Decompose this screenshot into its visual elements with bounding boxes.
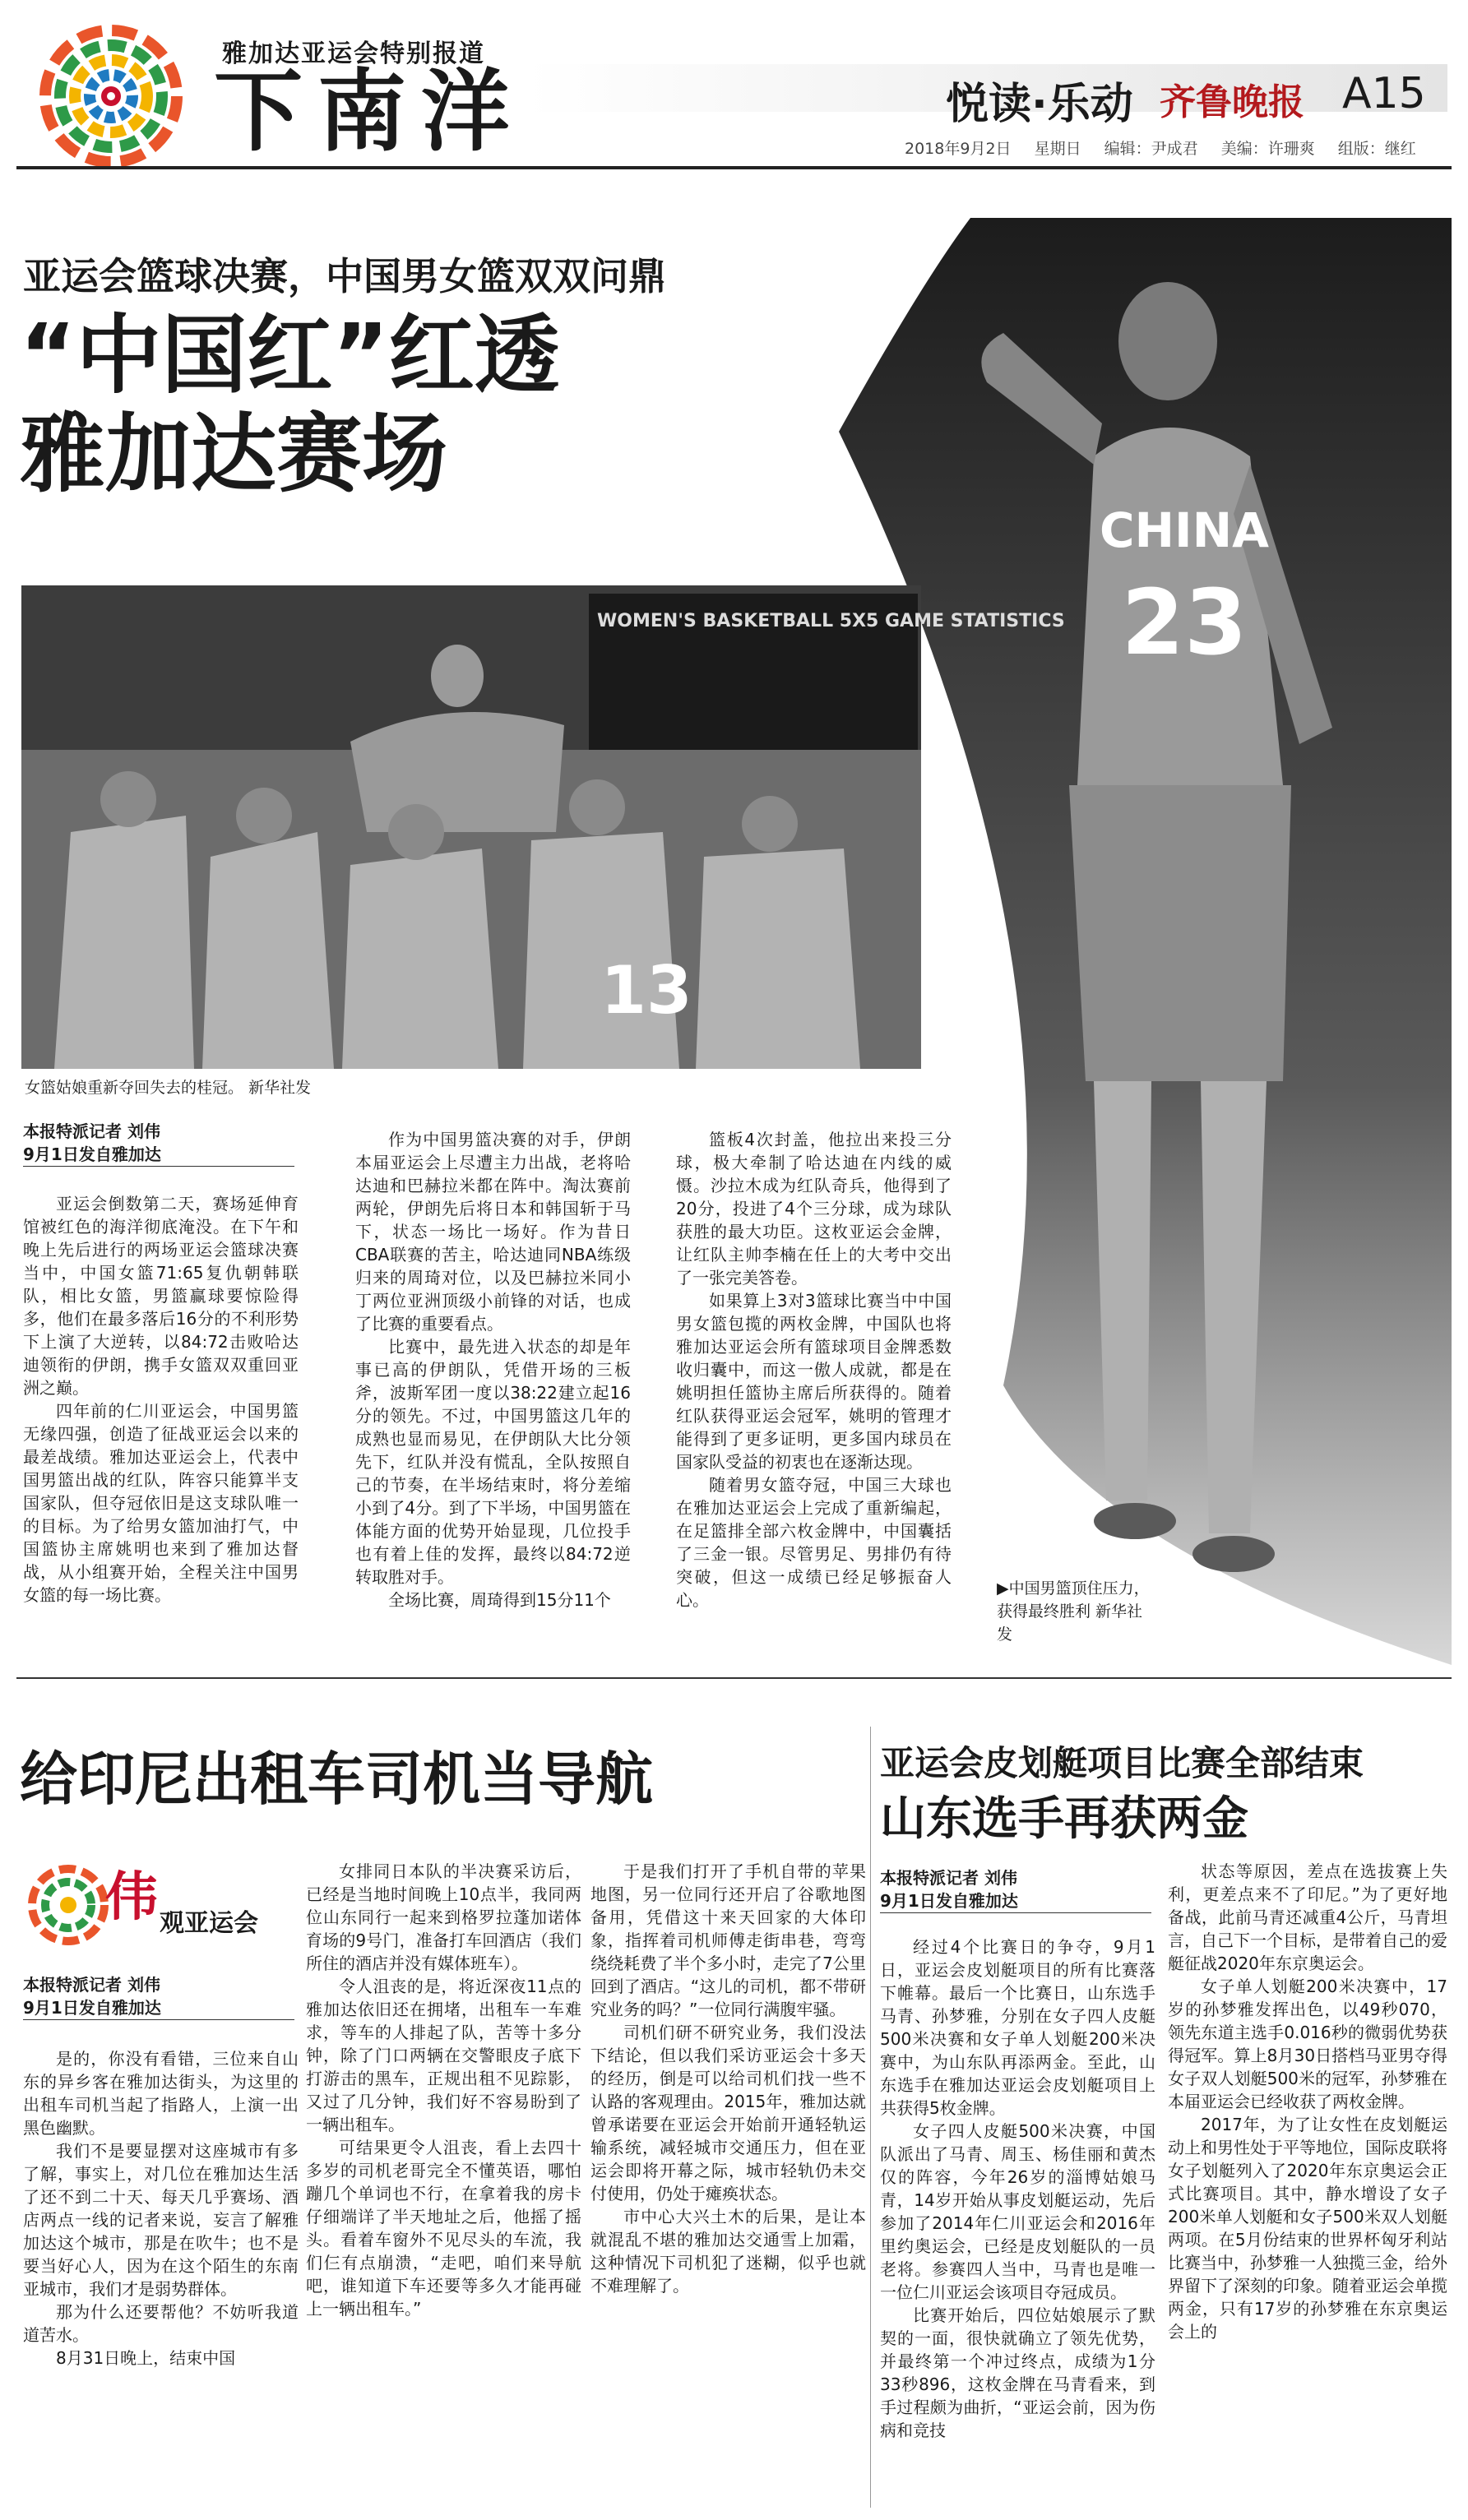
column-title: 下南洋 [214,60,526,164]
jersey-text: CHINA [1099,502,1270,558]
paragraph: 全场比赛，周琦得到15分11个 [388,1590,611,1610]
paragraph: 我们不是要显摆对这座城市有多了解，事实上，对几位在雅加达生活了还不到二十天、每天几乎赛场、酒店两点一线的记者来说，妄言了解雅加达这个城市，那是在吹牛；也不是要当好心人，因为在这个陌生的东南亚城市，我们才是弱势群体。 [23,2141,299,2299]
byline-reporter: 本报特派记者 刘伟 [880,1868,1017,1888]
second-column-2 [306,1860,581,2509]
jersey-number: 23 [1121,570,1248,675]
third-headline: 山东选手再获两金 [880,1792,1248,1846]
lead-headline-line1: “中国红”红透 [20,305,560,405]
meta-line [905,136,1434,159]
lead-headline-line2: 雅加达赛场 [20,404,448,504]
team-photo-womens-basketball [21,585,1065,1069]
lead-headline [20,306,760,503]
second-headline: 给印尼出租车司机当导航 [20,1746,653,1813]
third-column-2 [1168,1860,1447,2509]
second-byline [23,1973,294,2020]
column-divider [870,1727,871,2508]
paragraph: 司机们研不研究业务，我们没法下结论，但以我们采访亚运会十多天的经历，倒是可以给司机们找一些不认路的客观理由。2015年，雅加达就曾承诺要在亚运会开始前开通轻轨运输系统，减轻城市交通压力，但在亚运会即将开幕之际，城市轻轨仍未交付使用，仍处于瘫痪状态。 [590,2023,866,2203]
editor: 编辑：尹成君 [1104,140,1198,158]
paragraph: 女排同日本队的半决赛采访后，已经是当地时间晚上10点半，我同两位山东同行一起来到格罗拉蓬加诺体育场的9号门，准备打车回酒店（我们所住的酒店并没有媒体班车）。 [306,1861,581,1973]
paper-name: 齐鲁晚报 [1160,81,1304,123]
paragraph: 比赛开始后，四位姑娘展示了默契的一面，很快就确立了领先优势，并最终第一个冲过终点，成绩为1分33秒896，这枚金牌在马青看来，到手过程颇为曲折，“亚运会前，因为伤病和竞技 [880,2305,1155,2440]
issue-date: 2018年9月2日 [905,140,1012,158]
paragraph: 篮板4次封盖，他拉出来投三分球，极大牵制了哈达迪在内线的威慑。沙拉木成为红队奇兵，他得到了20分，投进了4个三分球，成为球队获胜的最大功臣。这枚亚运会金牌，让红队主帅李楠在任上的大考中交出了一张完美答卷。 [676,1130,952,1288]
paragraph: 随着男女篮夺冠，中国三大球也在雅加达亚运会上完成了重新编起，在足篮排全部六枚金牌中，中国囊括了三金一银。尽管男足、男排仍有待突破，但这一成绩已经足够振奋人心。 [676,1475,952,1610]
paragraph: 亚运会倒数第二天，赛场延伸育馆被红色的海洋彻底淹没。在下午和晚上先后进行的两场亚运会篮球决赛当中，中国女篮71:65复仇朝韩联队，相比女篮，男篮赢球要惊险得多，他们在最多落后16分的不利形势下上演了大逆转，以84:72击败哈达迪领衔的伊朗，携手女篮双双重回亚洲之巅。 [23,1194,299,1398]
paragraph: 女子单人划艇200米决赛中，17岁的孙梦雅发挥出色，以49秒070，领先东道主选手0.016秒的微弱优势获得冠军。算上8月30日搭档马亚男夺得女子双人划艇500米的冠军，孙梦雅在本届亚运会已经收获了两枚金牌。 [1168,1977,1447,2111]
section-name: 悦读·乐动 [946,80,1133,129]
byline-reporter: 本报特派记者 刘伟 [23,1975,160,1995]
lead-column-3 [676,1128,952,1662]
paragraph: 经过4个比赛日的争夺，9月1日，亚运会皮划艇项目的所有比赛落下帷幕。最后一个比赛日，山东选手马青、孙梦雅，分别在女子四人皮艇500米决赛和女子单人划艇200米决赛中，为山东队再添两金。至此，山东选手在雅加达亚运会皮划艇项目上共获得5枚金牌。 [880,1937,1155,2118]
masthead [0,0,1468,181]
lead-kicker: 亚运会篮球决赛，中国男女篮双双问鼎 [23,254,666,298]
layout-editor: 组版：继红 [1337,140,1416,158]
paragraph: 市中心大兴土木的后果，是让本就混乱不堪的雅加达交通雪上加霜，这种情况下司机犯了迷糊，似乎也就不难理解了。 [590,2207,866,2296]
lead-column-1 [23,1192,299,1661]
hero-photo-caption: ▶中国男篮顶住压力，获得最终胜利 新华社发 [997,1579,1150,1644]
byline-dateline: 9月1日发自雅加达 [880,1891,1018,1911]
paragraph: 比赛中，最先进入状态的却是年事已高的伊朗队，凭借开场的三板斧，波斯军团一度以38:22建立起16分的领先。不过，中国男篮这几年的成熟也显而易见，在伊朗队大比分领先下，红队并没有慌乱，全队按照自己的节奏，在半场结束时，将分差缩小到了4分。到了下半场，中国男篮在体能方面的优势开始显现，几位投手也有着上佳的发挥，最终以84:72逆转取胜对手。 [355,1337,631,1587]
masthead-rule [16,166,1452,169]
section-divider [16,1677,1452,1679]
byline-reporter: 本报特派记者 刘伟 [23,1121,160,1141]
paragraph: 令人沮丧的是，将近深夜11点的雅加达依旧还在拥堵，出租车一车难求，等车的人排起了队，苦等十多分钟，除了门口两辆在交警眼皮子底下打游击的黑车，正规出租不见踪影，又过了几分钟，我们好不容易盼到了一辆出租车。 [306,1977,581,2134]
scoreboard-text: WOMEN'S BASKETBALL 5X5 GAME STATISTICS [597,611,1065,631]
third-kicker: 亚运会皮划艇项目比赛全部结束 [880,1743,1364,1783]
paragraph: 四年前的仁川亚运会，中国男篮无缘四强，创造了征战亚运会以来的最差战绩。雅加达亚运会上，代表中国男篮出战的红队，阵容只能算半支国家队，但夺冠依旧是这支球队唯一的目标。为了给男女篮加油打气，中国篮协主席姚明也来到了雅加达督战，从小组赛开始，全程关注中国男女篮的每一场比赛。 [23,1401,299,1605]
third-column-1 [880,1935,1155,2511]
paragraph: 2017年，为了让女性在皮划艇运动上和男性处于平等地位，国际皮联将女子划艇列入了2020年东京奥运会正式比赛项目。其中，静水增设了女子200米单人划艇和女子500米双人划艇两项。在5月份结束的世界杯匈牙利站比赛当中，孙梦雅一人独揽三金，给外界留下了深刻的印象。随着亚运会单揽两金，只有17岁的孙梦雅在东京奥运会上的 [1168,2115,1447,2342]
paragraph: 如果算上3对3篮球比赛当中中国男女篮包揽的两枚金牌，中国队也将雅加达亚运会所有篮球项目金牌悉数收归囊中，而这一傲人成就，都是在姚明担任篮协主席后所获得的。随着红队获得亚运会冠军，姚明的管理才能得到了更多证明，更多国内球员在国家队受益的初衷也在逐渐达现。 [676,1291,952,1472]
column-logo-char: 伟 [105,1867,158,1928]
column-logo [23,1860,286,1958]
paragraph: 8月31日晚上，结束中国 [56,2348,236,2368]
byline-dateline: 9月1日发自雅加达 [23,1998,161,2018]
paragraph: 那为什么还要帮他？不妨听我道道苦水。 [23,2302,299,2345]
second-column-3 [590,1860,866,2509]
lead-column-2 [355,1128,631,1662]
column-logo-text: 观亚运会 [160,1909,258,1938]
column-logo-icon [23,1860,113,1950]
lead-byline [23,1120,294,1167]
byline-dateline: 9月1日发自雅加达 [23,1144,161,1164]
third-byline [880,1866,1151,1913]
second-column-1 [23,2047,299,2508]
paragraph: 于是我们打开了手机自带的苹果地图，另一位同行还开启了谷歌地图备用，凭借这十来天回家的大体印象，指挥着司机师傅走街串巷，弯弯绕绕耗费了半个多小时，走完了7公里回到了酒店。“这儿的司机，都不带研究业务的吗？”一位同行满腹牢骚。 [590,1861,866,2019]
paragraph: 状态等原因，差点在选拔赛上失利，更差点来不了印尼。”为了更好地备战，此前马青还减重4公斤，马青坦言，自己下一个目标，是带着自己的爱艇征战2020年东京奥运会。 [1168,1861,1447,1973]
series-label: 雅加达亚运会特别报道 [222,39,485,68]
paragraph: 女子四人皮艇500米决赛，中国队派出了马青、周玉、杨佳丽和黄杰仅的阵容，今年26岁的淄博姑娘马青，14岁开始从事皮划艇运动，先后参加了2014年仁川亚运会和2016年里约奥运会，已经是皮划艇队的一员老将。参赛四人当中，马青也是唯一一位仁川亚运会该项目夺冠成员。 [880,2121,1155,2302]
paragraph: 作为中国男篮决赛的对手，伊朗本届亚运会上尽遭主力出战，老将哈达迪和巴赫拉米都在阵中。淘汰赛前两轮，伊朗先后将日本和韩国斩于马下，状态一场比一场好。作为昔日CBA联赛的苦主，哈达迪同NBA练级归来的周琦对位，以及巴赫拉米同小丁两位亚洲顶级小前锋的对话，也成了比赛的重要看点。 [355,1130,631,1334]
paragraph: 是的，你没有看错，三位来自山东的异乡客在雅加达街头，为这里的出租车司机当起了指路人，上演一出黑色幽默。 [23,2049,299,2138]
team-photo-caption: 女篮姑娘重新夺回失去的桂冠。 新华社发 [25,1079,312,1097]
page-number: A15 [1342,69,1426,118]
issue-weekday: 星期日 [1034,140,1081,158]
asian-games-logo-icon [33,18,189,174]
svg-text:13: 13 [600,952,692,1029]
art-editor: 美编：许珊爽 [1220,140,1315,158]
paragraph: 可结果更令人沮丧，看上去四十多岁的司机老哥完全不懂英语，哪怕蹦几个单词也不行，在拿着我的房卡仔细端详了半天地址之后，他摇了摇头。看着车窗外不见尽头的车流，我们仨有点崩溃，“走吧，咱们来导航吧，谁知道下车还要等多久才能再碰上一辆出租车。” [306,2138,581,2319]
